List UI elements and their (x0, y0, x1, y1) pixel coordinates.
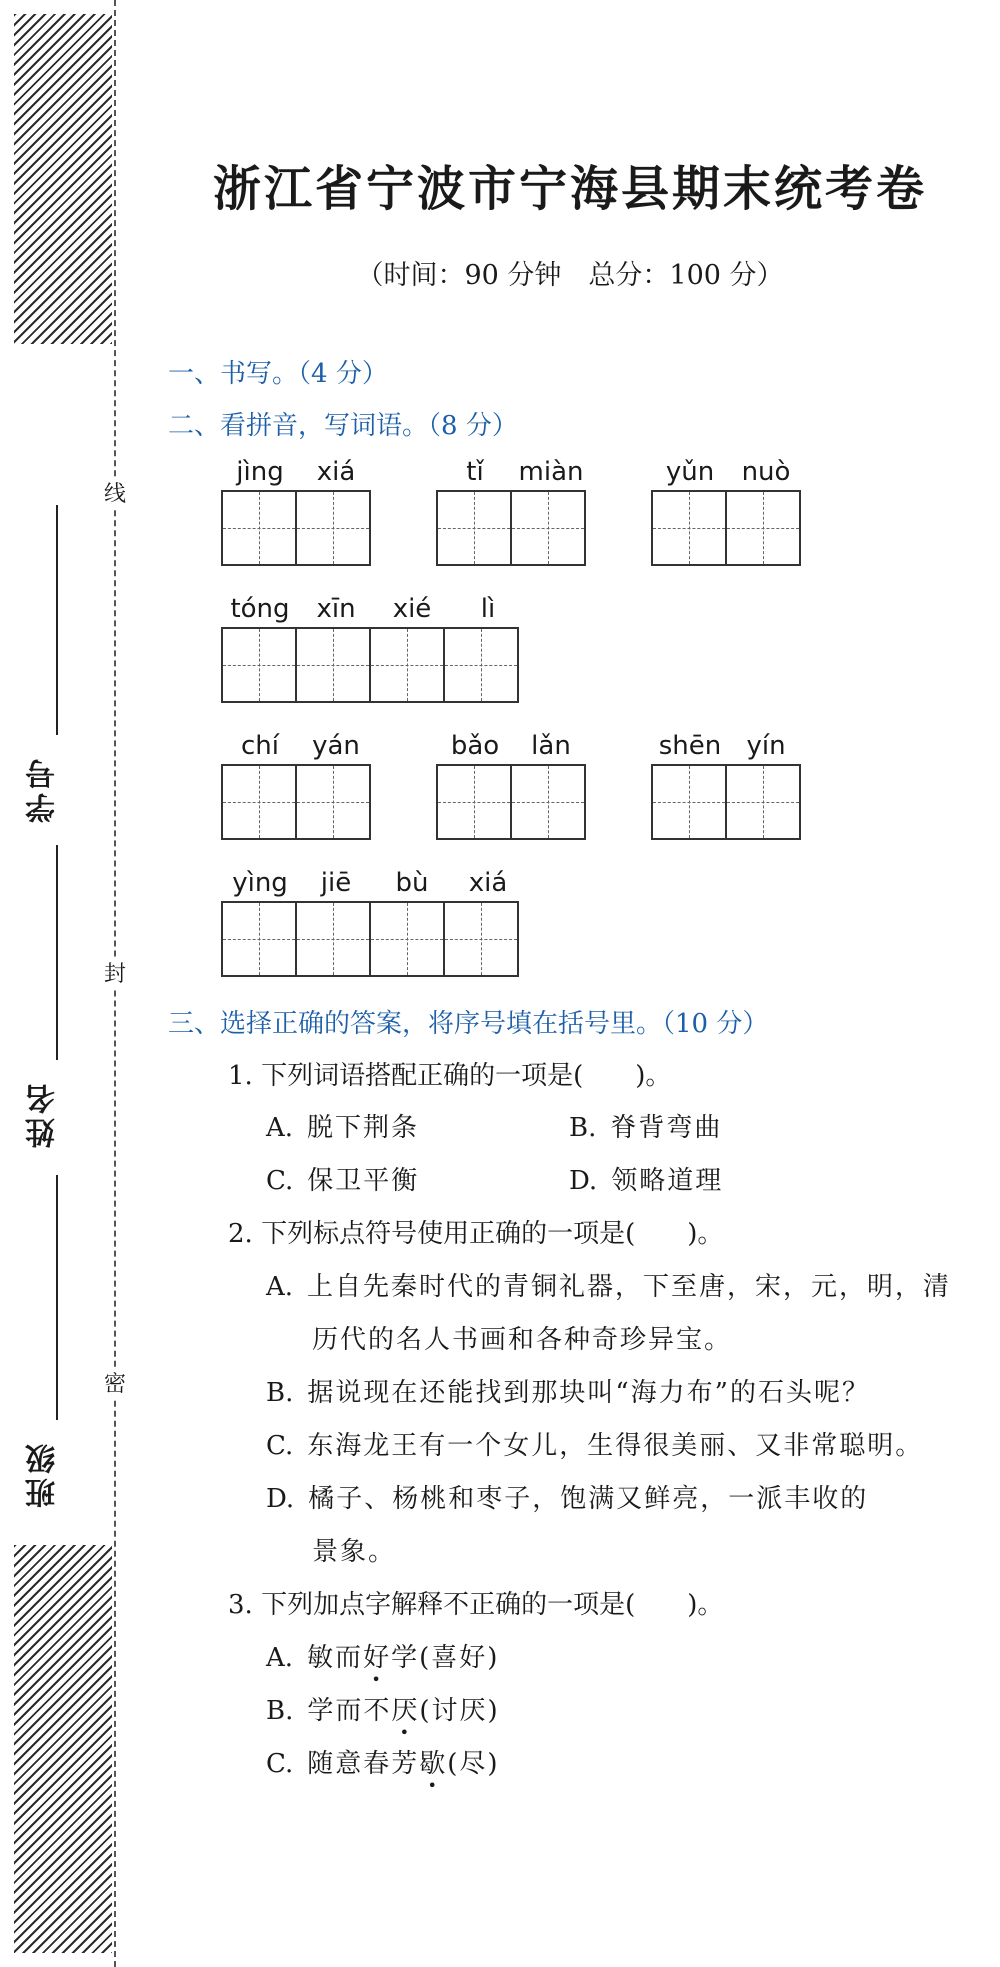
pinyin-label: chí (241, 731, 279, 761)
page-title: 浙江省宁波市宁海县期末统考卷 (212, 161, 927, 217)
writing-grid[interactable] (436, 764, 584, 840)
pinyin-label: shēn (658, 731, 722, 761)
q3-option-c[interactable] (266, 1743, 500, 1780)
grid-cell[interactable] (295, 901, 371, 977)
pinyin-label: yǔn (665, 457, 715, 487)
grid-cell[interactable] (651, 490, 727, 566)
dotted-char: 厌 (391, 1696, 420, 1726)
q1-option-b[interactable] (569, 1107, 722, 1144)
pinyin-label: jiē (320, 868, 352, 898)
pinyin-label: xiá (468, 868, 508, 898)
section-3-points: （10 分） (662, 1009, 769, 1039)
q2-option-a-continued: 历代的名人书画和各种奇珍异宝。 (312, 1325, 733, 1355)
option-text-post: 学(喜好) (391, 1643, 500, 1673)
class-line[interactable] (56, 1175, 58, 1420)
option-letter: A. (266, 1272, 294, 1302)
grid-cell[interactable] (369, 627, 445, 703)
pinyin-label: tóng (230, 594, 290, 624)
option-text-pre: 随意春芳 (307, 1749, 420, 1779)
question-2-stem: 2. 下列标点符号使用正确的一项是( )。 (228, 1219, 724, 1249)
option-text-post: (讨厌) (419, 1696, 500, 1726)
grid-cell[interactable] (221, 901, 297, 977)
pinyin-label: xié (392, 594, 432, 624)
name-label: 姓名 (26, 1080, 61, 1148)
grid-cell[interactable] (221, 764, 297, 840)
pinyin-label: jìng (236, 457, 284, 487)
q1-option-d[interactable] (569, 1160, 723, 1197)
binding-secret-char: 密 (100, 1370, 130, 1400)
q3-option-b[interactable] (266, 1690, 500, 1727)
option-text-post: (尽) (447, 1749, 500, 1779)
q2-option-d[interactable] (266, 1478, 868, 1515)
option-letter: A. (266, 1113, 294, 1143)
writing-grid[interactable] (651, 490, 799, 566)
grid-cell[interactable] (436, 764, 512, 840)
pinyin-label: miàn (518, 457, 584, 487)
q2-option-c[interactable] (266, 1425, 923, 1462)
option-text: 领略道理 (611, 1166, 724, 1196)
q2-option-a[interactable] (266, 1266, 951, 1303)
option-letter: C. (266, 1431, 294, 1461)
option-text: 上自先秦时代的青铜礼器，下至唐，宋，元，明，清 (307, 1272, 952, 1302)
section-1-label: 一、书写。 (168, 359, 299, 389)
q1-option-c[interactable] (266, 1160, 419, 1197)
pinyin-label: lǎn (531, 731, 571, 761)
q1-option-a[interactable] (266, 1107, 419, 1144)
pinyin-label: xiá (316, 457, 356, 487)
grid-cell[interactable] (221, 490, 297, 566)
grid-cell[interactable] (510, 490, 586, 566)
option-letter: D. (569, 1166, 598, 1196)
option-text: 脊背弯曲 (610, 1113, 723, 1143)
option-letter: D. (266, 1484, 295, 1514)
binding-seal-char: 封 (100, 960, 130, 990)
option-letter: C. (266, 1166, 294, 1196)
binding-hatch-top (14, 14, 112, 344)
option-text: 东海龙王有一个女儿，生得很美丽、又非常聪明。 (307, 1431, 924, 1461)
q2-option-d-continued: 景象。 (312, 1537, 397, 1567)
grid-cell[interactable] (725, 490, 801, 566)
pinyin-label: lì (480, 594, 496, 624)
writing-grid[interactable] (651, 764, 799, 840)
student-id-label: 学号 (26, 755, 61, 823)
writing-grid[interactable] (221, 764, 369, 840)
option-letter: B. (569, 1113, 597, 1143)
option-letter: B. (266, 1696, 294, 1726)
writing-grid[interactable] (221, 490, 369, 566)
writing-grid[interactable] (436, 490, 584, 566)
grid-cell[interactable] (725, 764, 801, 840)
grid-cell[interactable] (369, 901, 445, 977)
grid-cell[interactable] (436, 490, 512, 566)
grid-cell[interactable] (221, 627, 297, 703)
grid-cell[interactable] (443, 627, 519, 703)
pinyin-label: bǎo (450, 731, 500, 761)
pinyin-label: tǐ (466, 457, 484, 487)
student-id-line[interactable] (56, 505, 58, 735)
q2-option-b[interactable] (266, 1372, 870, 1409)
grid-cell[interactable] (295, 627, 371, 703)
exam-info: （时间：90 分钟 总分：100 分） (356, 260, 784, 291)
binding-line-char: 线 (100, 480, 130, 510)
option-text: 据说现在还能找到那块叫“海力布”的石头呢？ (307, 1378, 870, 1408)
section-2-label: 二、看拼音，写词语。 (168, 411, 429, 441)
writing-grid[interactable] (221, 627, 517, 703)
option-letter: B. (266, 1378, 294, 1408)
option-letter: A. (266, 1643, 294, 1673)
name-line[interactable] (56, 845, 58, 1060)
class-label: 班级 (26, 1440, 61, 1508)
section-2-points: （8 分） (428, 411, 518, 441)
question-1-stem: 1. 下列词语搭配正确的一项是( )。 (228, 1061, 672, 1091)
section-1-points: （4 分） (298, 359, 388, 389)
dotted-char: 歇 (419, 1749, 448, 1779)
section-2-heading (168, 405, 518, 442)
pinyin-label: bù (395, 868, 429, 898)
section-3-label: 三、选择正确的答案，将序号填在括号里。 (168, 1009, 663, 1039)
binding-hatch-bottom (14, 1545, 112, 1953)
writing-grid[interactable] (221, 901, 517, 977)
section-1-heading (168, 353, 388, 390)
pinyin-label: nuò (741, 457, 791, 487)
option-text: 脱下荆条 (307, 1113, 420, 1143)
option-text-pre: 学而不 (307, 1696, 392, 1726)
grid-cell[interactable] (295, 490, 371, 566)
pinyin-label: yín (746, 731, 786, 761)
grid-cell[interactable] (651, 764, 727, 840)
pinyin-label: yán (312, 731, 360, 761)
pinyin-label: yìng (232, 868, 288, 898)
option-letter: C. (266, 1749, 294, 1779)
grid-cell[interactable] (510, 764, 586, 840)
section-3-heading (168, 1003, 768, 1040)
question-3-stem: 3. 下列加点字解释不正确的一项是( )。 (228, 1590, 724, 1620)
option-text: 橘子、杨桃和枣子，饱满又鲜亮，一派丰收的 (308, 1484, 869, 1514)
option-text: 保卫平衡 (307, 1166, 420, 1196)
q3-option-a[interactable] (266, 1637, 499, 1674)
pinyin-label: xīn (316, 594, 356, 624)
dotted-char: 好 (363, 1643, 392, 1673)
grid-cell[interactable] (443, 901, 519, 977)
option-text-pre: 敏而 (307, 1643, 364, 1673)
grid-cell[interactable] (295, 764, 371, 840)
